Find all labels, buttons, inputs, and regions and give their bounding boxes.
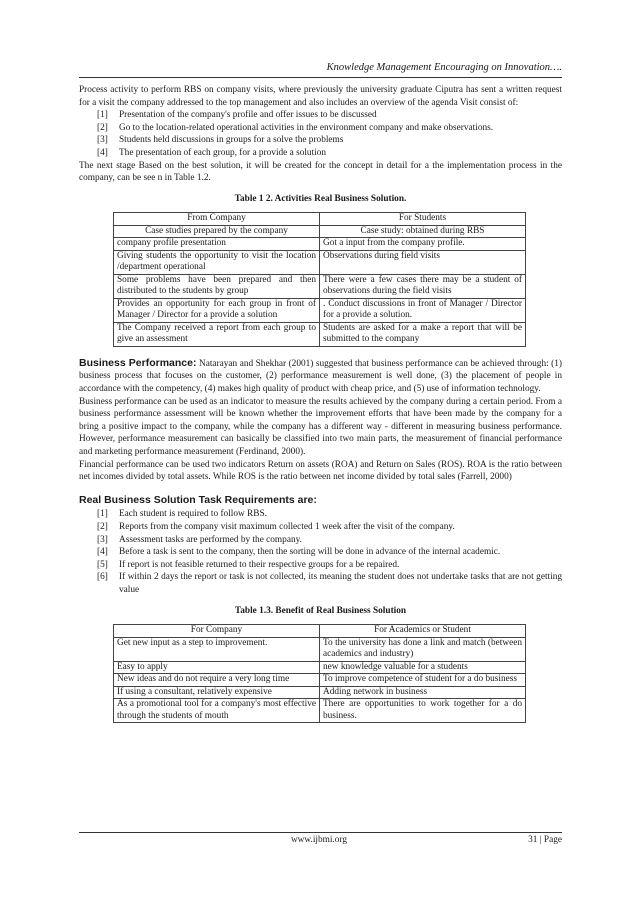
list-number: [3] <box>97 534 108 545</box>
intro-paragraph: Process activity to perform RBS on company visits, where previously the university graduate Ciputra has sent a written request for a visit the company addressed to the top management and also includes an overview of the agenda Visit consist of: <box>79 85 562 108</box>
list-item <box>97 147 562 160</box>
list-number: [3] <box>97 135 108 146</box>
list-number: [1] <box>97 110 108 121</box>
table-cell: Adding network in business <box>320 686 526 699</box>
table-row <box>114 250 526 274</box>
list-text: The presentation of each group, for a provide a solution <box>119 147 327 158</box>
footer-divider <box>79 832 562 833</box>
list-number: [4] <box>97 547 108 558</box>
list-item <box>97 521 562 534</box>
table-cell: There were a few cases there may be a student of observations during the field visits <box>320 274 526 298</box>
business-performance-paragraph-2: Business performance can be used as an indicator to measure the results achieved by the company during a certain period. From a business performance assessment will be known whether the improvement efforts that have been made by the company for a bring a positive impact to the company, while the company has a different way - different in measuring business performance. However, performance measurement can basically be classified into two main parts, the measurement of financial performance and marketing performance measurement (Ferdinand, 2000). <box>79 396 562 457</box>
activities-table <box>113 212 526 347</box>
table-cell: Easy to apply <box>114 661 320 674</box>
table-row <box>114 637 526 661</box>
business-performance-text: Natarayan and Shekhar (2001) suggested that business performance can be achieved through: (1) business process that focuses on the customer, (2) performance measurement is well done, (3) the placement of people in accordance with the competency, (4) makes high quality of product with cheap price, and (5) use of information technology. <box>79 358 563 395</box>
list-text: Students held discussions in groups for a solve the problems <box>119 135 344 146</box>
table-cell: To improve competence of student for a do business <box>320 674 526 687</box>
list-item <box>97 508 562 521</box>
header-divider <box>79 77 562 78</box>
list-text: Before a task is sent to the company, then the sorting will be done in advance of the internal academic. <box>119 547 501 558</box>
list-item <box>97 546 562 559</box>
business-performance-heading: Business Performance: <box>79 356 197 369</box>
table-cell: Students are asked for a make a report that will be submitted to the company <box>320 322 526 346</box>
table1-caption: Table 1 2. Activities Real Business Solution. <box>234 193 407 204</box>
table-cell: New ideas and do not require a very long time <box>114 674 320 687</box>
list-item <box>97 134 562 147</box>
table-row <box>114 661 526 674</box>
list-item <box>97 122 562 135</box>
table-row <box>114 238 526 251</box>
list-number: [2] <box>97 521 108 532</box>
list-text: Reports from the company visit maximum collected 1 week after the visit of the company. <box>119 521 455 532</box>
table-cell: Giving students the opportunity to visit the location /department operational <box>114 250 320 274</box>
financial-performance-paragraph: Financial performance can be used two indicators Return on assets (ROA) and Return on Sales (ROS). ROA is the ratio between net incomes divided by total assets. While ROS is the ratio between net income divided by total sales (Farrell, 2000) <box>79 459 562 483</box>
list-number: [5] <box>97 559 108 570</box>
business-performance-paragraph <box>79 357 562 396</box>
table-header-cell: From Company <box>114 213 320 226</box>
table-cell: company profile presentation <box>114 238 320 251</box>
table-cell: The Company received a report from each group to give an assessment <box>114 322 320 346</box>
list-text: Assessment tasks are performed by the company. <box>119 534 302 545</box>
table-header-cell: For Company <box>114 625 320 638</box>
table-row <box>114 674 526 687</box>
table-cell: Get new input as a step to improvement. <box>114 637 320 661</box>
table-cell: If using a consultant, relatively expensive <box>114 686 320 699</box>
table-header-cell: For Academics or Student <box>320 625 526 638</box>
table-cell: Observations during field visits <box>320 250 526 274</box>
table-cell: new knowledge valuable for a students <box>320 661 526 674</box>
requirements-heading: Real Business Solution Task Requirements are: <box>79 493 317 506</box>
table-cell: . Conduct discussions in front of Manager / Director for a provide a solution. <box>320 298 526 322</box>
table-header-cell: For Students <box>320 213 526 226</box>
table-cell: Got a input from the company profile. <box>320 238 526 251</box>
list-number: [1] <box>97 509 108 520</box>
list-number: [4] <box>97 147 108 158</box>
page-number: 31 | Page <box>528 835 562 845</box>
list-text: Presentation of the company's profile and offer issues to be discussed <box>119 110 377 121</box>
list-text: Go to the location-related operational activities in the environment company and make observations. <box>119 122 494 133</box>
list-item <box>97 559 562 572</box>
visit-agenda-list <box>79 109 562 159</box>
table-row <box>114 699 526 723</box>
running-header: Knowledge Management Encouraging on Innovation…. <box>326 62 562 73</box>
table-cell: Provides an opportunity for each group in front of Manager / Director for a provide a solution <box>114 298 320 322</box>
table-cell: Some problems have been prepared and then distributed to the students by group <box>114 274 320 298</box>
list-text: If within 2 days the report or task is not collected, its meaning the student does not undertake tasks that are not getting value <box>119 572 562 595</box>
table2-caption: Table 1.3. Benefit of Real Business Solution <box>234 605 407 616</box>
list-item <box>97 534 562 547</box>
table-row <box>114 322 526 346</box>
table-cell: As a promotional tool for a company's most effective through the students of mouth <box>114 699 320 723</box>
table-cell: There are opportunities to work together for a do business. <box>320 699 526 723</box>
table-cell: Case study: obtained during RBS <box>320 225 526 238</box>
table-row <box>114 298 526 322</box>
list-text: Each student is required to follow RBS. <box>119 509 267 520</box>
list-item <box>97 571 562 596</box>
next-stage-paragraph: The next stage Based on the best solution, it will be created for the concept in detail for a the implementation process in the company, can be see n in Table 1.2. <box>79 160 562 184</box>
table-row <box>114 686 526 699</box>
benefit-table <box>113 624 526 723</box>
footer-url: www.ijbmi.org <box>290 835 348 845</box>
table-row <box>114 274 526 298</box>
table-cell: To the university has done a link and match (between academics and industry) <box>320 637 526 661</box>
requirements-list <box>79 508 562 596</box>
table-header-row <box>114 213 526 226</box>
list-number: [2] <box>97 122 108 133</box>
article-body <box>79 84 562 723</box>
table-row <box>114 225 526 238</box>
table-header-row <box>114 625 526 638</box>
list-number: [6] <box>97 572 108 583</box>
list-item <box>97 109 562 122</box>
list-text: If report is not feasible returned to their respective groups for a be repaired. <box>119 559 400 570</box>
table-cell: Case studies prepared by the company <box>114 225 320 238</box>
